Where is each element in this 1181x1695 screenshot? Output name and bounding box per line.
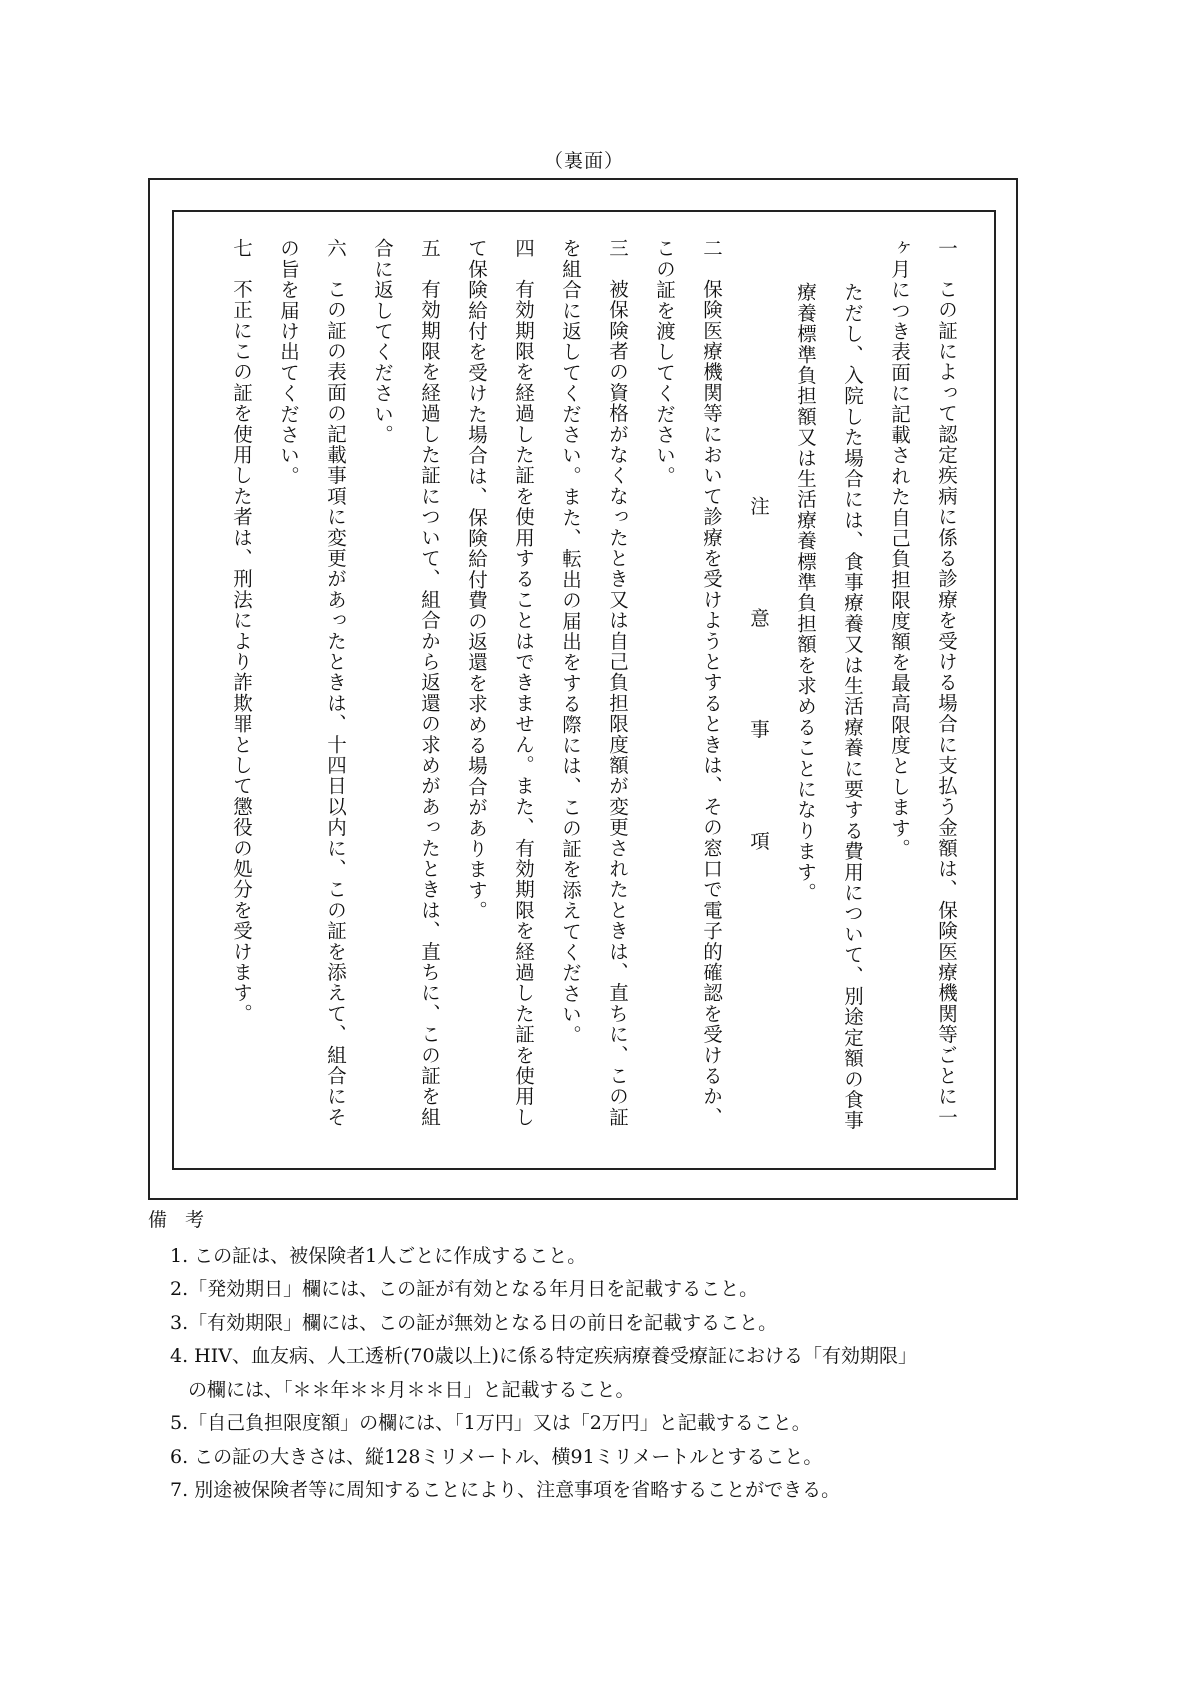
notice-title [735, 238, 782, 1138]
notice-item-number: 四 [512, 238, 535, 259]
notice-item-1-note: ただし、入院した場合には、食事療養又は生活療養に要する費用について、別途定額の食事療養標準負担額又は生活療養標準負担額を求めることになります。 [794, 282, 864, 1131]
notice-box [172, 210, 996, 1170]
remarks-item: 7. 別途被保険者等に周知することにより、注意事項を省略することができる。 [170, 1479, 841, 1501]
remarks-item: 3.「有効期限」欄には、この証が無効となる日の前日を記載すること。 [170, 1311, 778, 1334]
notice-item-number: 六 [324, 238, 347, 259]
remarks-item: 2.「発効期日」欄には、この証が有効となる年月日を記載すること。 [170, 1278, 759, 1300]
notice-title-char: 注 [747, 496, 770, 516]
notice-item-5 [359, 238, 453, 1138]
notice-item-text: この証によって認定疾病に係る診療を受ける場合に支払う金額は、保険医療機関等ごとに一ヶ月につき表面に記載された自己負担限度額を最高限度とします。 [888, 238, 958, 1128]
remarks-item: 1. この証は、被保険者1人ごとに作成すること。 [170, 1244, 587, 1267]
notice-item-4 [453, 238, 547, 1138]
notice-title-char: 事 [747, 719, 770, 739]
notice-item-3 [547, 238, 641, 1138]
notice-item-number: 一 [935, 238, 958, 259]
remarks-item: 5.「自己負担限度額」の欄には、「1万円」又は「2万円」と記載すること。 [170, 1412, 811, 1434]
remarks-section [148, 1204, 1028, 1508]
notice-item-number: 三 [606, 238, 629, 259]
remarks-list [148, 1240, 1028, 1508]
notice-item-number: 五 [418, 238, 441, 259]
remarks-item: 6. この証の大きさは、縦128ミリメートル、横91ミリメートルとすること。 [170, 1445, 823, 1468]
notice-vertical-text [218, 238, 970, 1138]
notice-item-7 [218, 238, 265, 1138]
remarks-item: 4. HIV、血友病、人工透析(70歳以上)に係る特定疾病療養受療証における「有効期限」 [170, 1345, 917, 1367]
notice-item-text: 有効期限を経過した証について、組合から返還の求めがあったときは、直ちに、この証を組合に返してください。 [371, 238, 441, 1128]
notice-item-text: 有効期限を経過した証を使用することはできません。また、有効期限を経過した証を使用して保険給付を受けた場合は、保険給付費の返還を求める場合があります。 [465, 238, 535, 1128]
page-side-label: （裏面） [543, 150, 624, 172]
notice-title-char: 意 [747, 607, 770, 627]
notice-item-text: この証の表面の記載事項に変更があったときは、十四日以内に、この証を添えて、組合にその旨を届け出てください。 [277, 238, 347, 1128]
remarks-item-continuation: の欄には、「＊＊年＊＊月＊＊日」と記載すること。 [188, 1378, 635, 1401]
notice-item-text: 不正にこの証を使用した者は、刑法により詐欺罪として懲役の処分を受けます。 [230, 278, 253, 1024]
notice-item-1 [876, 238, 970, 1138]
notice-item-number: 二 [700, 238, 723, 259]
notice-item-2 [641, 238, 735, 1138]
notice-item-6 [265, 238, 359, 1138]
notice-title-char: 項 [747, 830, 770, 850]
notice-item-number: 七 [230, 238, 253, 259]
notice-item-text: 被保険者の資格がなくなったとき又は自己負担限度額が変更されたときは、直ちに、この証を組合に返してください。また、転出の届出をする際には、この証を添えてください。 [559, 238, 629, 1128]
remarks-title: 備考 [148, 1209, 223, 1231]
notice-item-text: 保険医療機関等において診療を受けようとするときは、その窓口で電子的確認を受けるか、この証を渡してください。 [653, 238, 723, 1128]
